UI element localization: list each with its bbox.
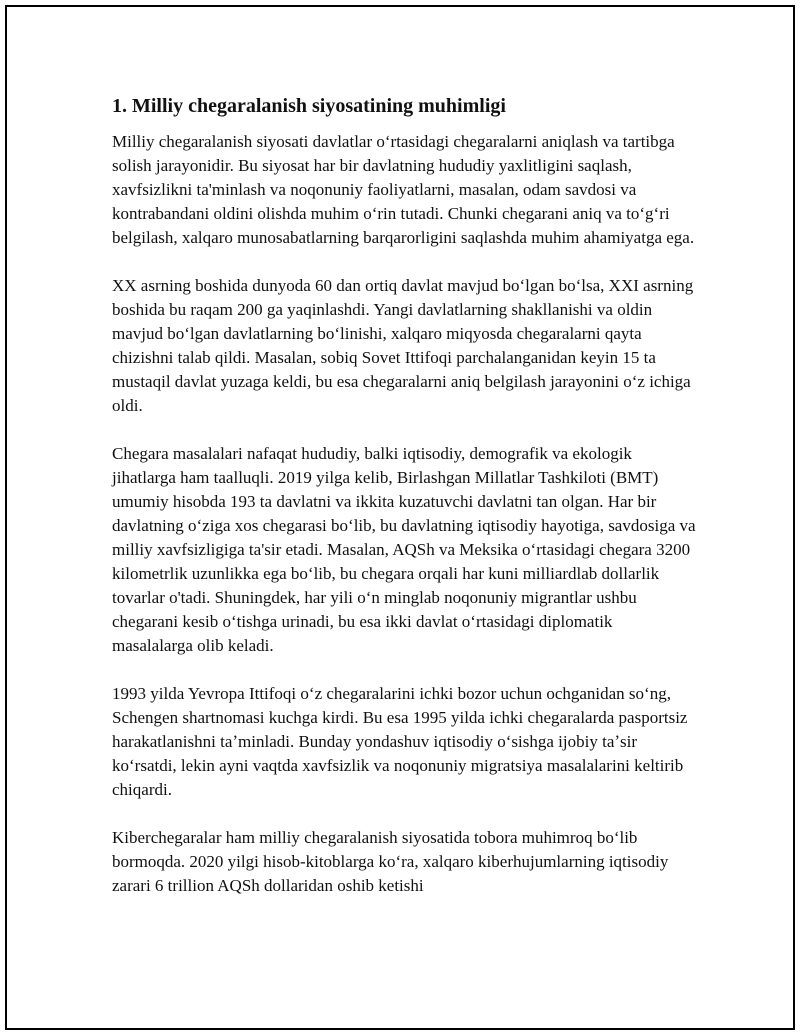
paragraph-2: XX asrning boshida dunyoda 60 dan ortiq davlat mavjud boʻlgan boʻlsa, XXI asrning boshida bu raqam 200 ga yaqinlashdi. Yangi davlatlarning shakllanishi va oldin mavjud boʻlgan davlatlarning boʻlinishi, xalqaro miqyosda chegaralarni qayta chizishni talab qildi. Masalan, sobiq Sovet Ittifoqi parchalanganidan keyin 15 ta mustaqil davlat yuzaga keldi, bu esa chegaralarni aniq belgilash jarayonini oʻz ichiga oldi. [112, 276, 694, 415]
paragraph-4: 1993 yilda Yevropa Ittifoqi oʻz chegaralarini ichki bozor uchun ochganidan soʻng, Schengen shartnomasi kuchga kirdi. Bu esa 1995 yilda ichki chegaralarda pasportsiz harakatlanishni taʼminladi. Bunday yondashuv iqtisodiy oʻsishga ijobiy taʼsir koʻrsatdi, lekin ayni vaqtda xavfsizlik va noqonuniy migratsiya masalalarini keltirib chiqardi. [112, 684, 688, 799]
paragraph-1: Milliy chegaralanish siyosati davlatlar oʻrtasidagi chegaralarni aniqlash va tartibga solish jarayonidir. Bu siyosat har bir davlatning hududiy yaxlitligini saqlash, xavfsizlikni ta'minlash va noqonuniy faoliyatlarni, masalan, odam savdosi va kontrabandani oldini olishda muhim oʻrin tutadi. Chunki chegarani aniq va toʻgʻri belgilash, xalqaro munosabatlarning barqarorligini saqlashda muhim ahamiyatga ega. [112, 132, 695, 247]
document-body [112, 92, 697, 922]
paragraph-3: Chegara masalalari nafaqat hududiy, balki iqtisodiy, demografik va ekologik jihatlarga ham taalluqli. 2019 yilga kelib, Birlashgan Millatlar Tashkiloti (BMT) umumiy hisobda 193 ta davlatni va ikkita kuzatuvchi davlatni tan olgan. Har bir davlatning oʻziga xos chegarasi boʻlib, bu davlatning iqtisodiy hayotiga, savdosiga va milliy xavfsizligiga ta'sir etadi. Masalan, AQSh va Meksika oʻrtasidagi chegara 3200 kilometrlik uzunlikka ega boʻlib, bu chegara orqali har kuni milliardlab dollarlik tovarlar o'tadi. Shuningdek, har yili oʻn minglab noqonuniy migrantlar ushbu chegarani kesib oʻtishga urinadi, bu esa ikki davlat oʻrtasidagi diplomatik masalalarga olib keladi. [112, 444, 696, 655]
paragraph-5: Kiberchegaralar ham milliy chegaralanish siyosatida tobora muhimroq boʻlib bormoqda. 2020 yilgi hisob-kitoblarga koʻra, xalqaro kiberhujumlarning iqtisodiy zarari 6 trillion AQSh dollaridan oshib ketishi [112, 828, 669, 895]
section-heading: 1. Milliy chegaralanish siyosatining muhimligi [112, 95, 506, 117]
